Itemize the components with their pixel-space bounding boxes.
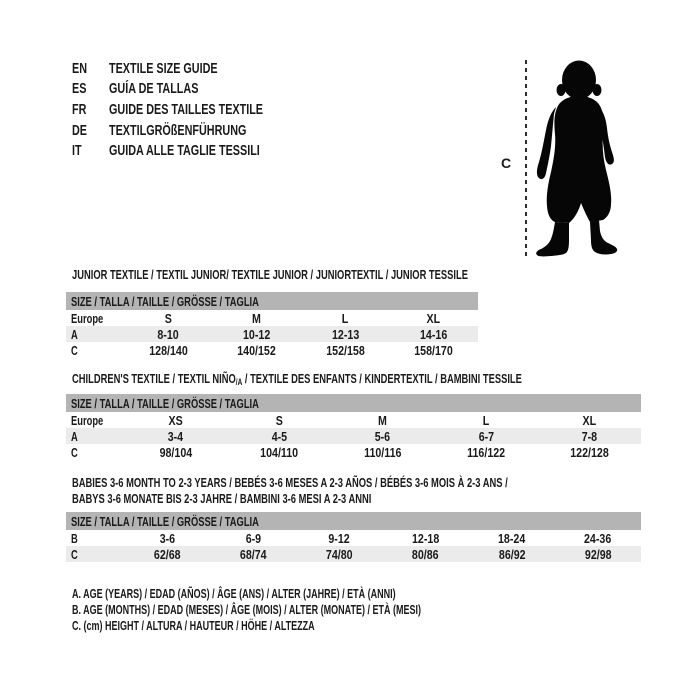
table-cell: 14-16 bbox=[420, 326, 448, 342]
lang-text: GUÍA DE TALLAS bbox=[109, 80, 199, 98]
table-row-europe bbox=[66, 310, 478, 326]
table-cell: 158/170 bbox=[414, 342, 454, 358]
table-cell: 140/152 bbox=[237, 342, 277, 358]
size-header: SIZE / TALLA / TAILLE / GRÖSSE / TAGLIA bbox=[66, 394, 641, 412]
table-cell: S bbox=[275, 412, 283, 428]
row-label: C bbox=[71, 342, 78, 358]
lang-code: FR bbox=[72, 100, 87, 118]
table-cell: 98/104 bbox=[159, 444, 192, 460]
table-cell: 12-13 bbox=[331, 326, 359, 342]
lang-row-en bbox=[72, 58, 323, 79]
junior-table-title: JUNIOR TEXTILE / TEXTIL JUNIOR/ TEXTILE JUNIOR / JUNIORTEXTIL / JUNIOR TESSILE bbox=[72, 267, 468, 282]
table-cell: S bbox=[164, 310, 172, 326]
lang-code: IT bbox=[72, 142, 82, 160]
table-cell: 6-9 bbox=[245, 530, 261, 546]
children-table bbox=[66, 394, 641, 460]
table-cell: 4-5 bbox=[271, 428, 287, 444]
table-cell: L bbox=[341, 310, 349, 326]
note-height: C. (cm) HEIGHT / ALTURA / HAUTEUR / HÖHE / ALTEZZA bbox=[72, 619, 315, 634]
row-label: Europe bbox=[71, 310, 104, 326]
table-row-height bbox=[66, 546, 641, 562]
lang-row-es bbox=[72, 79, 323, 100]
junior-table bbox=[66, 292, 478, 358]
table-cell: M bbox=[378, 412, 387, 428]
table-cell: 86/92 bbox=[498, 546, 526, 562]
table-cell: 8-10 bbox=[157, 326, 179, 342]
table-cell: 80/86 bbox=[412, 546, 439, 562]
table-cell: 68/74 bbox=[239, 546, 267, 562]
lang-code: EN bbox=[72, 59, 88, 77]
table-cell: 3-4 bbox=[167, 428, 184, 444]
table-cell: XS bbox=[168, 412, 183, 428]
table-cell: 10-12 bbox=[243, 326, 271, 342]
size-header: SIZE / TALLA / TAILLE / GRÖSSE / TAGLIA bbox=[66, 512, 641, 530]
table-cell: 152/158 bbox=[325, 342, 365, 358]
note-age-months: B. AGE (MONTHS) / EDAD (MESES) / ÂGE (MOIS) / ALTER (MONATE) / ETÀ (MESI) bbox=[72, 603, 421, 618]
babies-table-title: BABIES 3-6 MONTH TO 2-3 YEARS / BEBÉS 3-6 MESES A 2-3 AÑOS / BÉBÉS 3-6 MOIS À 2-3 ANS / BABYS 3-6 MONATE BIS 2-3 JAHRE / BAMBINI 3-6 MESI A 2-3 ANNI bbox=[72, 475, 508, 506]
lang-code: DE bbox=[72, 121, 88, 139]
table-cell: 24-36 bbox=[584, 530, 612, 546]
table-cell: 9-12 bbox=[328, 530, 351, 546]
table-row-age-months bbox=[66, 530, 641, 546]
baby-silhouette-icon bbox=[533, 60, 619, 257]
row-label: C bbox=[71, 546, 78, 562]
table-cell: 5-6 bbox=[374, 428, 391, 444]
lang-text: TEXTILE SIZE GUIDE bbox=[109, 59, 218, 77]
row-label: A bbox=[71, 326, 78, 342]
size-header: SIZE / TALLA / TAILLE / GRÖSSE / TAGLIA bbox=[66, 292, 478, 310]
table-row-europe bbox=[66, 412, 641, 428]
table-cell: 3-6 bbox=[159, 530, 175, 546]
table-row-height bbox=[66, 342, 478, 358]
table-cell: 104/110 bbox=[260, 444, 299, 460]
lang-row-de bbox=[72, 120, 323, 141]
table-cell: XL bbox=[582, 412, 597, 428]
table-cell: 6-7 bbox=[478, 428, 494, 444]
table-cell: 110/116 bbox=[363, 444, 402, 460]
legend-notes bbox=[72, 586, 557, 635]
lang-text: GUIDE DES TAILLES TEXTILE bbox=[109, 100, 264, 118]
table-cell: 128/140 bbox=[148, 342, 188, 358]
table-row-age bbox=[66, 428, 641, 444]
row-label: C bbox=[71, 444, 78, 460]
table-cell: L bbox=[482, 412, 490, 428]
table-cell: 122/128 bbox=[570, 444, 609, 460]
row-label: A bbox=[71, 428, 78, 444]
children-table-title: CHILDREN'S TEXTILE / TEXTIL $NIÑO_{/A}$ / TEXTILE DES ENFANTS / KINDERTEXTIL / BAMBINI TESSILE bbox=[72, 371, 522, 387]
row-label: B bbox=[71, 530, 78, 546]
height-measure-label: C bbox=[501, 155, 512, 171]
table-cell: 92/98 bbox=[584, 546, 612, 562]
lang-row-fr bbox=[72, 99, 323, 120]
table-cell: XL bbox=[426, 310, 441, 326]
table-cell: 18-24 bbox=[498, 530, 526, 546]
table-cell: 12-18 bbox=[411, 530, 440, 546]
language-list bbox=[72, 58, 323, 161]
lang-code: ES bbox=[72, 80, 87, 98]
table-cell: 7-8 bbox=[581, 428, 598, 444]
row-label: Europe bbox=[71, 412, 104, 428]
babies-table bbox=[66, 512, 641, 562]
table-cell: 116/122 bbox=[466, 444, 505, 460]
lang-text: TEXTILGRÖßENFÜHRUNG bbox=[109, 121, 247, 139]
table-cell: 62/68 bbox=[153, 546, 181, 562]
lang-row-it bbox=[72, 140, 323, 161]
note-age-years: A. AGE (YEARS) / EDAD (AÑOS) / ÂGE (ANS) / ALTER (JAHRE) / ETÀ (ANNI) bbox=[72, 587, 396, 602]
table-cell: 74/80 bbox=[326, 546, 353, 562]
table-row-height bbox=[66, 444, 641, 460]
lang-text: GUIDA ALLE TAGLIE TESSILI bbox=[109, 142, 260, 160]
table-row-age bbox=[66, 326, 478, 342]
table-cell: M bbox=[252, 310, 262, 326]
height-measure-line bbox=[525, 60, 527, 257]
